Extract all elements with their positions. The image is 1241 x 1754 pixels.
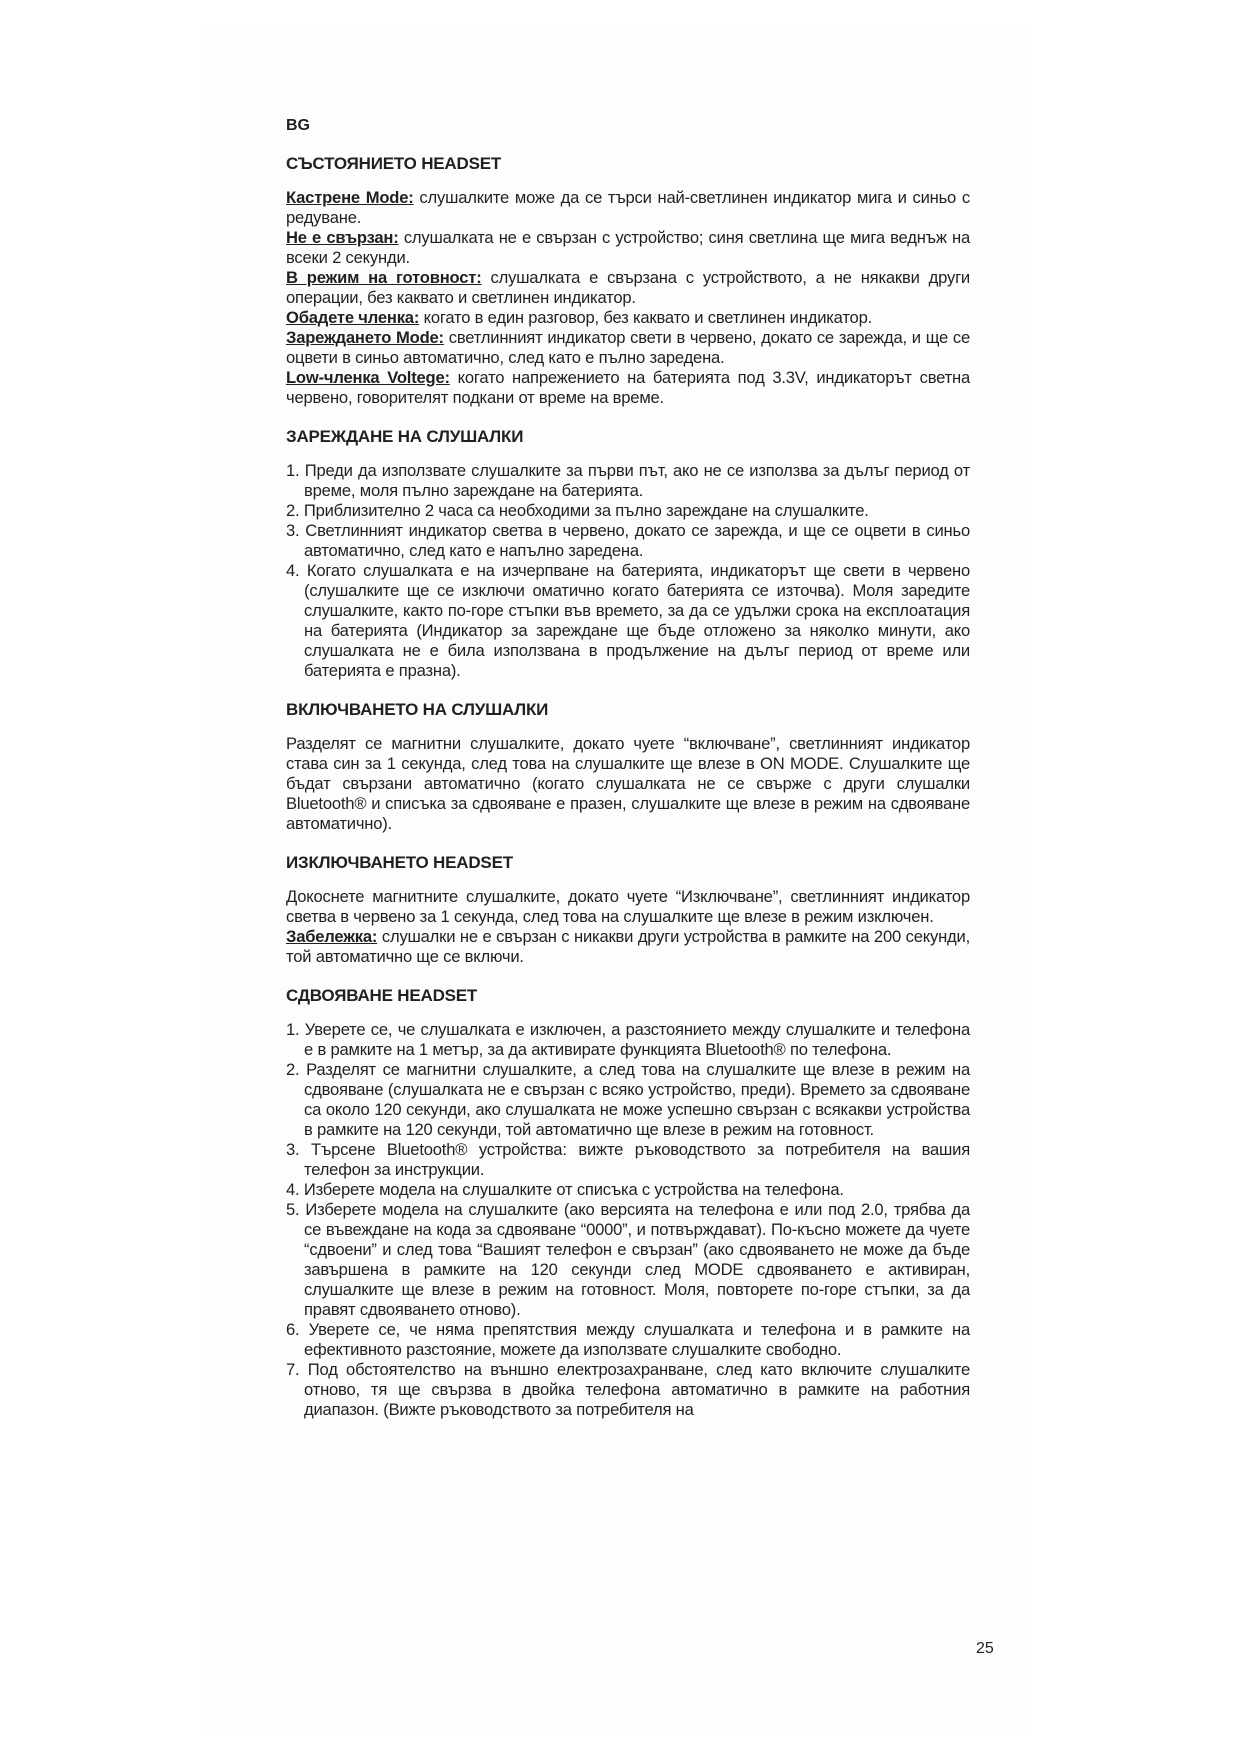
state-item xyxy=(286,268,970,308)
list-item: 2. Разделят се магнитни слушалките, а след това на слушалките ще влезе в режим на сдвояване (слушалката не е свързан с всяко устройство, преди). Времето за сдвояване са около 120 секунди, ако слушалката не може успешно свързан с всякакви устройства в рамките на 120 секунди, той автоматично ще влезе в режим на готовност. xyxy=(286,1060,970,1139)
state-desc: слушалката е свързана с устройството, а не някакви други операции, без каквато и светлинен индикатор. xyxy=(286,268,970,307)
pairing-list xyxy=(286,1020,970,1420)
state-term: Не е свързан: xyxy=(286,228,399,247)
section-title-state: СЪСТОЯНИЕТО HEADSET xyxy=(286,154,502,173)
state-item xyxy=(286,308,970,328)
power-off-text: Докоснете магнитните слушалките, докато чуете “Изключване”, светлинният индикатор светва в червено за 1 секунда, след това на слушалките ще влезе в режим изключен. xyxy=(286,887,970,926)
power-off-note xyxy=(286,927,970,967)
note-term: Забележка: xyxy=(286,927,378,946)
language-code: BG xyxy=(286,117,310,134)
state-desc: когато напрежението на батерията под 3.3V, индикаторът светна червено, говорителят подкани от време на време. xyxy=(286,368,970,407)
list-item: 1. Преди да използвате слушалките за първи път, ако не се използва за дълъг период от време, моля пълно зареждане на батерията. xyxy=(286,461,970,500)
state-desc: светлинният индикатор свети в червено, докато се зарежда, и ще се оцвети в синьо автоматично, след като е пълно заредена. xyxy=(286,328,970,367)
state-item xyxy=(286,368,970,408)
state-term: Low-членка Voltege: xyxy=(286,368,450,387)
page-number: 25 xyxy=(976,1640,994,1657)
list-item: 2. Приблизително 2 часа са необходими за пълно зареждане на слушалките. xyxy=(286,501,869,520)
section-title-pairing: СДВОЯВАНЕ HEADSET xyxy=(286,986,478,1005)
list-item: 1. Уверете се, че слушалката е изключен, а разстоянието между слушалките и телефона е в рамките на 1 метър, за да активирате функцията Bluetooth® по телефона. xyxy=(286,1020,970,1059)
state-desc: когато в един разговор, без каквато и светлинен индикатор. xyxy=(419,308,873,327)
state-list xyxy=(286,188,970,408)
charging-list xyxy=(286,461,970,681)
list-item: 7. Под обстоятелство на външно електрозахранване, след като включите слушалките отново, тя ще свързва в двойка телефона автоматично в рамките на работния диапазон. (Вижте ръководството за потребителя на xyxy=(286,1360,970,1419)
note-text: слушалки не е свързан с никакви други устройства в рамките на 200 секунди, той автоматично ще се включи. xyxy=(286,927,970,966)
list-item: 4. Изберете модела на слушалките от списъка с устройства на телефона. xyxy=(286,1180,844,1199)
state-term: Обадете членка: xyxy=(286,308,420,327)
state-term: В режим на готовност: xyxy=(286,268,482,287)
section-title-power-on: ВКЛЮЧВАНЕТО НА СЛУШАЛКИ xyxy=(286,700,549,719)
state-item xyxy=(286,188,970,228)
list-item: 6. Уверете се, че няма препятствия между слушалката и телефона и в рамките на ефективното разстояние, можете да използвате слушалките свободно. xyxy=(286,1320,970,1359)
list-item: 4. Когато слушалката е на изчерпване на батерията, индикаторът ще свети в червено (слушалките ще се изключи оматично когато батерията се източва). Моля заредите слушалките, както по-горе стъпки във времето, за да се удължи срока на експлоатация на батерията (Индикатор за зареждане ще бъде отложено за няколко минути, ако слушалката не е била използвана в продължение на дълъг период от време или батерията е празна). xyxy=(286,561,970,680)
state-term: Зареждането Mode: xyxy=(286,328,444,347)
section-title-power-off: ИЗКЛЮЧВАНЕТО HEADSET xyxy=(286,853,513,872)
section-title-charging: ЗАРЕЖДАНЕ НА СЛУШАЛКИ xyxy=(286,427,524,446)
state-desc: слушалката не е свързан с устройство; синя светлина ще мига веднъж на всеки 2 секунди. xyxy=(286,228,970,267)
document-body xyxy=(286,116,970,1420)
power-on-text: Разделят се магнитни слушалките, докато чуете “включване”, светлинният индикатор става син за 1 секунда, след това на слушалките ще влезе в ON MODE. Слушалките ще бъдат свързани автоматично (когато слушалката не се свърже с други слушалки Bluetooth® и списъка за сдвояване е празен, слушалките ще влезе в режим на сдвояване автоматично). xyxy=(286,734,970,833)
state-item xyxy=(286,228,970,268)
state-desc: слушалките може да се търси най-светлинен индикатор мига и синьо с редуване. xyxy=(286,188,970,227)
list-item: 3. Светлинният индикатор светва в червено, докато се зарежда, и ще се оцвети в синьо автоматично, след като е напълно заредена. xyxy=(286,521,970,560)
list-item: 3. Търсене Bluetooth® устройства: вижте ръководството за потребителя на вашия телефон за инструкции. xyxy=(286,1140,970,1179)
state-item xyxy=(286,328,970,368)
list-item: 5. Изберете модела на слушалките (ако версията на телефона е или под 2.0, трябва да се въвеждане на кода за сдвояване “0000”, и потвърждават). По-късно можете да чуете “сдвоени” и след това “Вашият телефон е свързан” (ако сдвояването не може да бъде завършена в рамките на 120 секунди след MODE сдвояването е активиран, слушалките ще влезе в режим на готовност. Моля, повторете по-горе стъпки, за да правят сдвояването отново). xyxy=(286,1200,970,1319)
state-term: Кастрене Mode: xyxy=(286,188,414,207)
